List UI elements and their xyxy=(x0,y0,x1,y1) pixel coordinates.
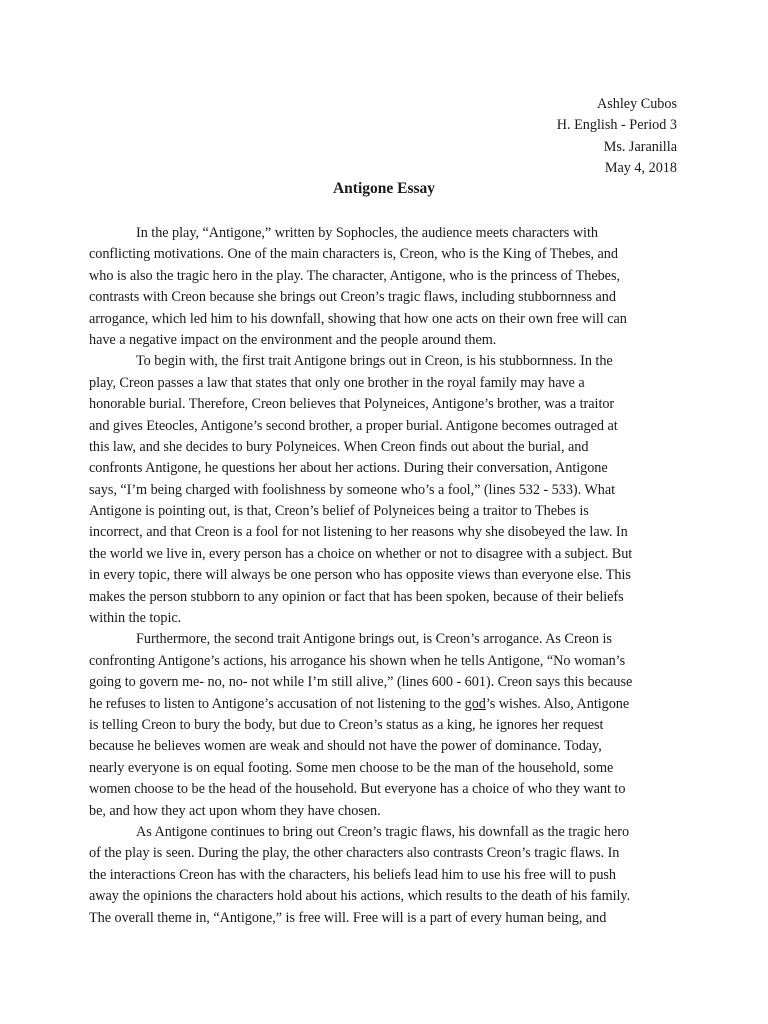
paragraph-line: confronts Antigone, he questions her about her actions. During their conversation, Antigone xyxy=(89,460,608,477)
underlined-word: god xyxy=(464,695,486,712)
paragraph-line: away the opinions the characters hold about his actions, which results to the death of his family. xyxy=(89,888,631,905)
paragraph-line: Antigone is pointing out, is that, Creon’s belief of Polyneices being a traitor to Thebes is xyxy=(89,503,589,520)
essay-title: Antigone Essay xyxy=(332,180,436,197)
paragraph-line: the world we live in, every person has a choice on whether or not to disagree with a subject. But xyxy=(89,545,633,562)
student-name: Ashley Cubos xyxy=(596,96,677,112)
paragraph-line: this law, and she decides to bury Polyneices. When Creon finds out about the burial, and xyxy=(89,438,589,455)
student-header xyxy=(557,94,677,179)
paragraph-line: play, Creon passes a law that states that only one brother in the royal family may have a xyxy=(89,374,585,391)
paragraph-line: in every topic, there will always be one person who has opposite views than everyone else. This xyxy=(89,567,631,584)
paragraph-line: makes the person stubborn to any opinion or fact that has been spoken, because of their beliefs xyxy=(89,588,624,605)
paragraph-line: nearly everyone is on equal footing. Some men choose to be the man of the household, some xyxy=(89,759,614,776)
paragraph-line: the interactions Creon has with the characters, his beliefs lead him to use his free will to push xyxy=(89,866,617,883)
paragraph-line: women choose to be the head of the household. But everyone has a choice of who they want to xyxy=(89,781,626,798)
essay-body xyxy=(89,223,663,929)
paragraph-line: because he believes women are weak and should not have the power of dominance. Today, xyxy=(89,738,602,755)
course-period: H. English - Period 3 xyxy=(556,117,677,134)
paragraph-line: conflicting motivations. One of the main characters is, Creon, who is the King of Thebes, and xyxy=(89,246,618,263)
paragraph-line: As Antigone continues to bring out Creon’s tragic flaws, his downfall as the tragic hero xyxy=(136,823,630,840)
paragraph-line-god xyxy=(89,694,663,715)
paragraph-line: To begin with, the first trait Antigone brings out in Creon, is his stubbornness. In the xyxy=(136,353,613,370)
paragraph-line: Furthermore, the second trait Antigone brings out, is Creon’s arrogance. As Creon is xyxy=(136,631,612,648)
paragraph-line: honorable burial. Therefore, Creon believes that Polyneices, Antigone’s brother, was a traitor xyxy=(89,396,615,413)
paragraph-line: within the topic. xyxy=(89,610,182,627)
paragraph-line: says, “I’m being charged with foolishness by someone who’s a fool,” (lines 532 - 533). What xyxy=(89,481,616,498)
paragraph-line: and gives Eteocles, Antigone’s second brother, a proper burial. Antigone becomes outraged at xyxy=(89,417,618,434)
teacher-name: Ms. Jaranilla xyxy=(603,138,677,155)
paragraph-line: of the play is seen. During the play, the other characters also contrasts Creon’s tragic flaws. In xyxy=(89,845,620,862)
paragraph-line: contrasts with Creon because she brings out Creon’s tragic flaws, including stubbornness and xyxy=(89,289,616,306)
paragraph-line: incorrect, and that Creon is a fool for not listening to her reasons why she disobeyed the law. In xyxy=(89,524,628,541)
paragraph-line: is telling Creon to bury the body, but due to Creon’s status as a king, he ignores her request xyxy=(89,716,604,733)
paragraph-line: who is also the tragic hero in the play. The character, Antigone, who is the princess of Thebes, xyxy=(89,267,620,284)
paragraph-line: The overall theme in, “Antigone,” is free will. Free will is a part of every human being, and xyxy=(89,909,607,926)
line-start: he refuses to listen to Antigone’s accusation of not listening to the xyxy=(89,695,465,712)
line-end: ’s wishes. Also, Antigone xyxy=(485,695,630,712)
paragraph-line: going to govern me- no, no- not while I’m still alive,” (lines 600 - 601). Creon says this because xyxy=(89,674,633,691)
paragraph-line: In the play, “Antigone,” written by Sophocles, the audience meets characters with xyxy=(136,225,598,241)
paragraph-line: confronting Antigone’s actions, his arrogance his shown when he tells Antigone, “No woman’s xyxy=(89,652,626,669)
essay-date: May 4, 2018 xyxy=(604,159,677,176)
paragraph-line: be, and how they act upon whom they have chosen. xyxy=(89,802,381,819)
paragraph-line: have a negative impact on the environment and the people around them. xyxy=(89,331,497,348)
paragraph-line: arrogance, which led him to his downfall, showing that how one acts on their own free will can xyxy=(89,310,627,327)
